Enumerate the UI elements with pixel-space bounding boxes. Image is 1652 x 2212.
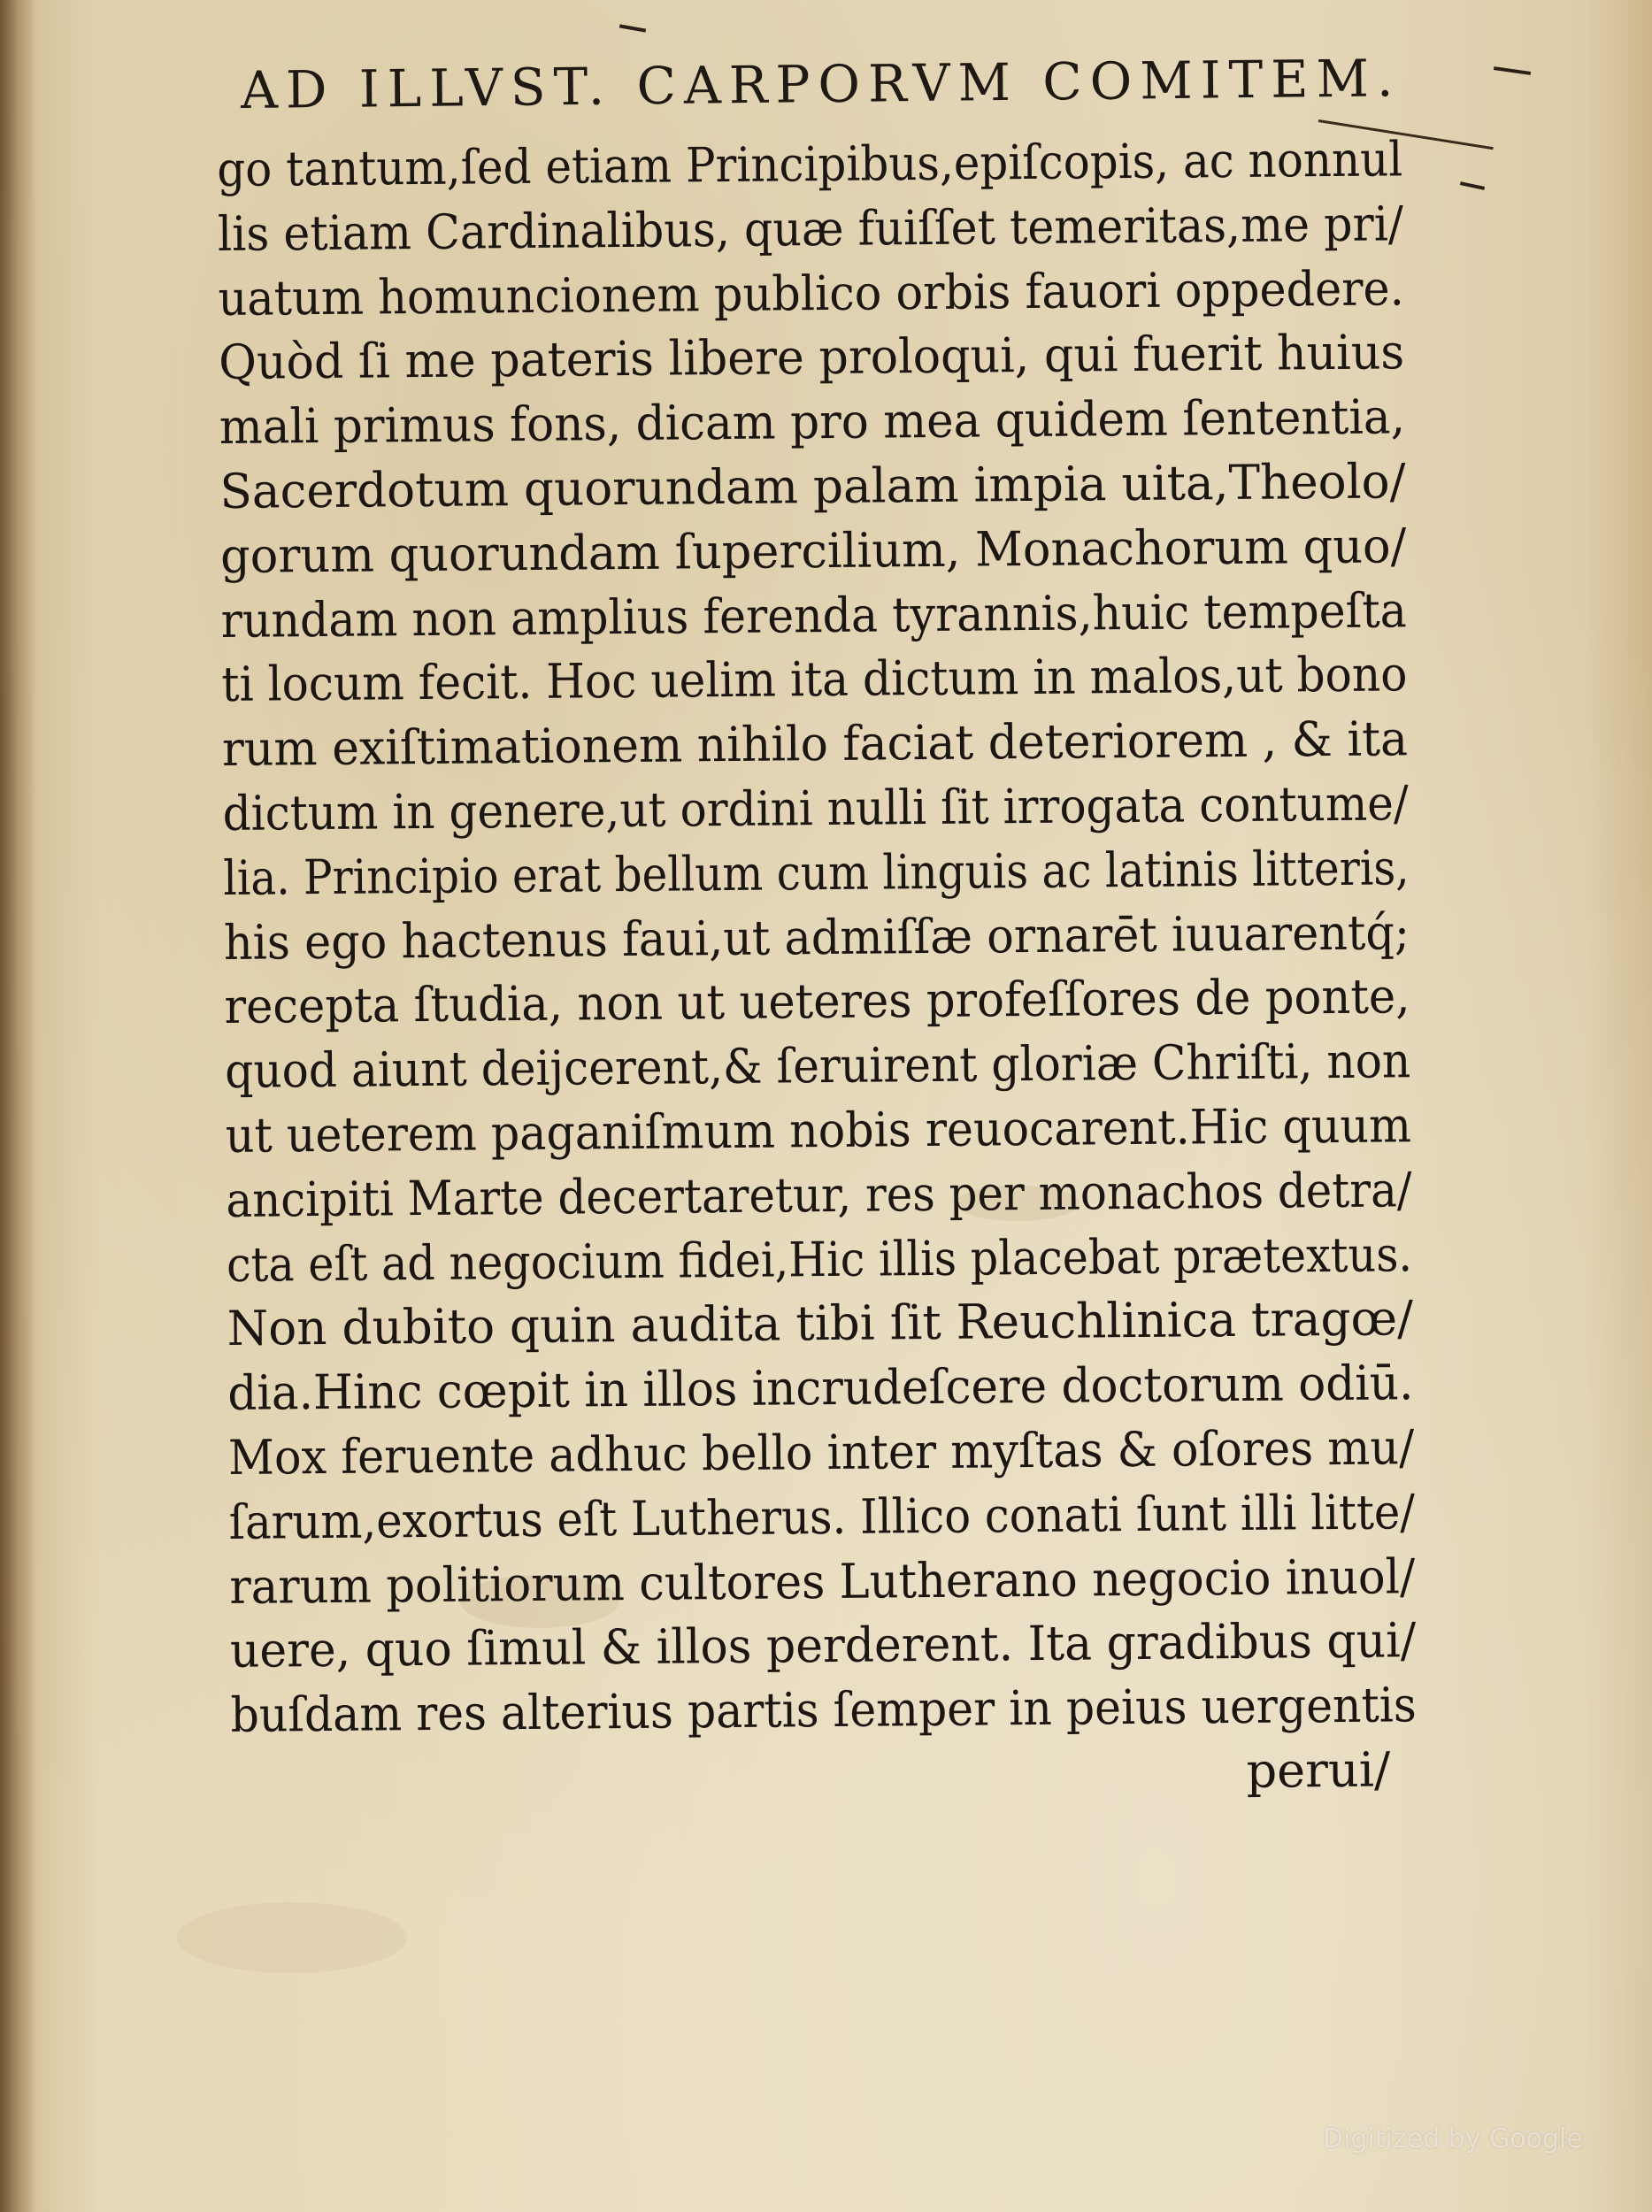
ink-mark bbox=[619, 24, 646, 32]
text-line: uere, quo ſimul & illos perderent. Ita gradibus qui/ bbox=[229, 1612, 1417, 1679]
text-line: dictum in genere,ut ordini nulli ſit irrogata contume/ bbox=[222, 775, 1409, 841]
text-line: dia.Hinc cœpit in illos incrudeſcere doctorum odiū. bbox=[227, 1355, 1414, 1422]
gutter-shadow bbox=[0, 0, 35, 2212]
text-line: Quòd ſi me pateris libere proloqui, qui fuerit huius bbox=[218, 324, 1405, 391]
paper-stain bbox=[177, 1902, 407, 1973]
text-line: rum exiſtimationem nihilo faciat deteriorem , & ita bbox=[221, 710, 1409, 778]
body-text bbox=[217, 127, 1417, 1812]
ink-mark bbox=[1460, 181, 1485, 190]
text-line: uatum homuncionem publico orbis fauori oppedere. bbox=[218, 259, 1405, 326]
text-line: cta eſt ad negocium fidei,Hic illis placebat prætextus. bbox=[226, 1225, 1413, 1293]
text-line: recepta ſtudia, non ut ueteres profeſſores de ponte, bbox=[224, 968, 1410, 1035]
text-line: ut ueterem paganiſmum nobis reuocarent.Hic quum bbox=[225, 1097, 1412, 1164]
text-line: his ego hactenus faui,ut admiſſæ ornarēt iuuarentq́; bbox=[223, 903, 1410, 971]
text-line: gorum quorundam ſupercilium, Monachorum quo/ bbox=[219, 518, 1407, 584]
running-head: AD ILLVST. CARPORVM COMITEM. bbox=[240, 48, 1402, 120]
text-line: rundam non amplius ferenda tyrannis,huic tempeſta bbox=[220, 581, 1408, 649]
text-line: lis etiam Cardinalibus, quæ fuiſſet temeritas,me pri/ bbox=[217, 196, 1404, 262]
digitization-watermark: Digitized by Google bbox=[1323, 2124, 1583, 2154]
text-line: buſdam res alterius partis ſemper in peius uergentis bbox=[230, 1677, 1418, 1744]
text-line: go tantum,ſed etiam Principibus,epiſcopis, ac nonnul bbox=[217, 131, 1403, 197]
text-line: Mox feruente adhuc bello inter myſtas & oſores mu/ bbox=[227, 1419, 1415, 1486]
text-line: lia. Principio erat bellum cum linguis ac latinis litteris, bbox=[223, 840, 1410, 906]
text-line: Sacerdotum quorundam palam impia uita,Theolo/ bbox=[219, 453, 1406, 519]
text-line: ſarum,exortus eſt Lutherus. Illico conati ſunt illi litte/ bbox=[228, 1483, 1416, 1550]
text-line: ti locum fecit. Hoc uelim ita dictum in malos,ut bono bbox=[221, 646, 1408, 713]
text-line: ancipiti Marte decertaretur, res per monachos detra/ bbox=[226, 1162, 1412, 1228]
text-line: mali primus fons, dicam pro mea quidem ſententia, bbox=[219, 388, 1406, 456]
text-line: quod aiunt deijcerent,& ſeruirent gloriæ Chriſti, non bbox=[224, 1033, 1411, 1100]
catchword: perui/ bbox=[1246, 1741, 1391, 1799]
text-line: Non dubito quin audita tibi ſit Reuchlinica tragœ/ bbox=[227, 1290, 1414, 1357]
text-line: rarum politiorum cultores Lutherano negocio inuol/ bbox=[229, 1548, 1416, 1615]
ink-mark bbox=[1494, 66, 1531, 75]
